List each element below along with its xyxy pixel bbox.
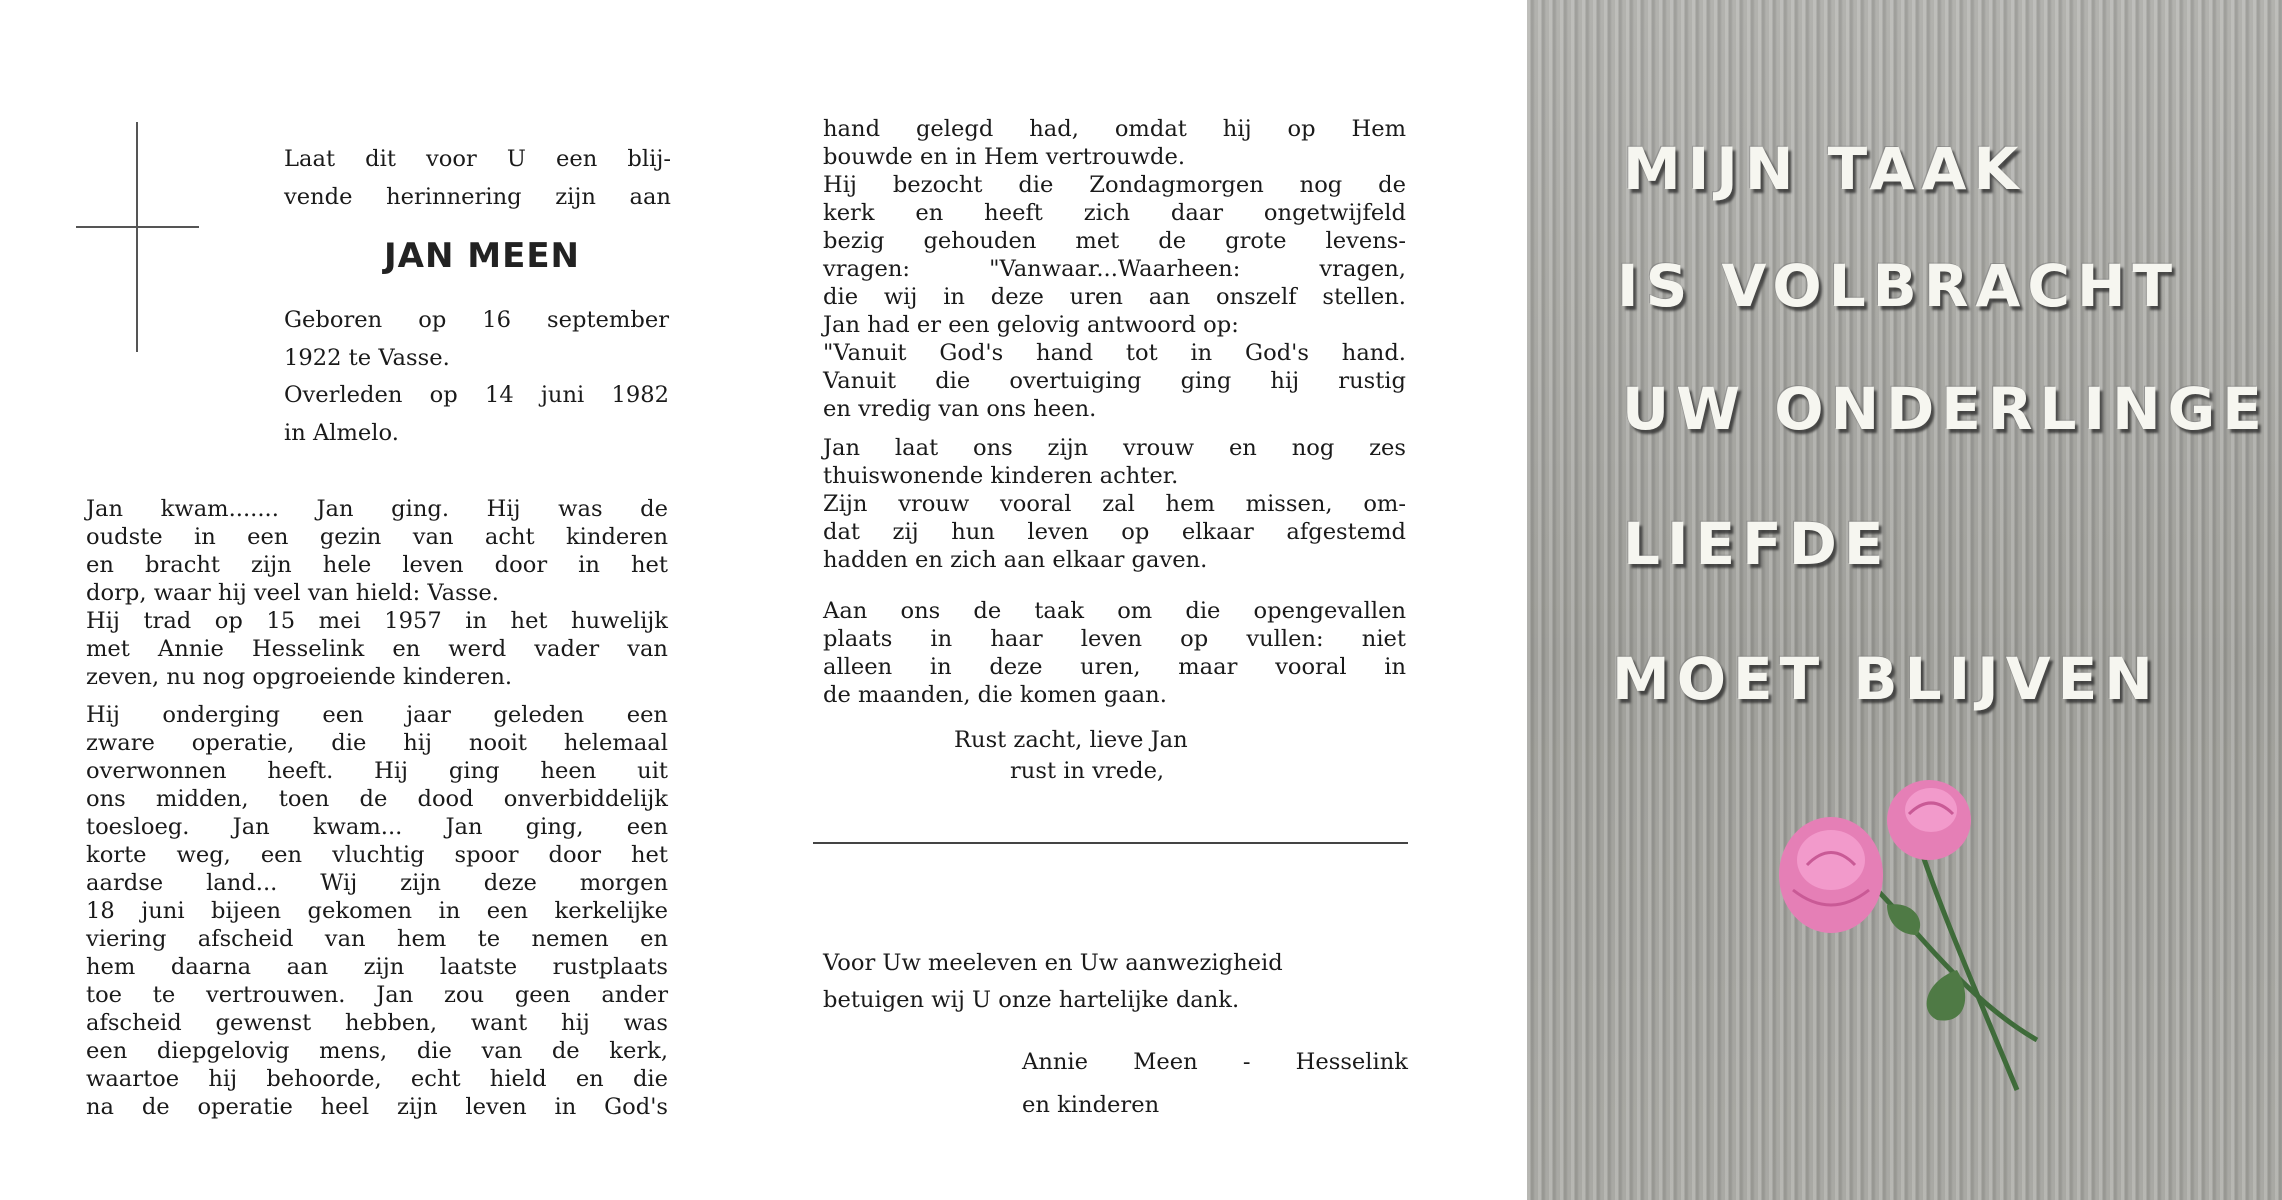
- rose-leaf: [1887, 904, 1920, 935]
- text-line: Hij bezocht die Zondagmorgen nog de: [823, 172, 1406, 198]
- text-line: zeven, nu nog opgroeiende kinderen.: [86, 664, 513, 690]
- signature: [1022, 1041, 1408, 1127]
- text-line: kerk en heeft zich daar ongetwijfeld: [823, 200, 1406, 226]
- text-line: en bracht zijn hele leven door in het: [86, 552, 668, 578]
- rest-in-peace: [940, 725, 1188, 787]
- cross-icon: [136, 122, 138, 352]
- intro-line: Laat dit voor U een blij-: [284, 146, 671, 172]
- text-line: hand gelegd had, omdat hij op Hem: [823, 116, 1406, 142]
- text-line: een diepgelovig mens, die van de kerk,: [86, 1038, 668, 1064]
- text-line: na de operatie heel zijn leven in God's: [86, 1094, 668, 1120]
- signature-line: Annie Meen - Hesselink: [1022, 1049, 1408, 1075]
- text-line: de maanden, die komen gaan.: [823, 682, 1167, 708]
- text-line: aardse land... Wij zijn deze morgen: [86, 870, 668, 896]
- slogan-line: MIJN TAAK: [1623, 135, 2026, 203]
- details-line: Overleden op 14 juni 1982: [284, 382, 669, 408]
- details-line: 1922 te Vasse.: [284, 344, 450, 371]
- text-line: met Annie Hesselink en werd vader van: [86, 636, 668, 662]
- slogan-line: UW ONDERLINGE: [1622, 375, 2269, 443]
- text-line: Jan had er een gelovig antwoord op:: [823, 312, 1239, 338]
- text-line: ons midden, toen de dood onverbiddelijk: [86, 786, 668, 812]
- thanks-line: Voor Uw meeleven en Uw aanwezigheid: [823, 950, 1283, 976]
- middle-paragraph-1: [823, 115, 1406, 423]
- thanks-line: betuigen wij U onze hartelijke dank.: [823, 987, 1240, 1013]
- text-line: Hij trad op 15 mei 1957 in het huwelijk: [86, 608, 668, 634]
- slogan-line: LIEFDE: [1623, 510, 1891, 578]
- intro-text: [284, 140, 671, 216]
- text-line: Jan kwam....... Jan ging. Hij was de: [86, 496, 668, 522]
- text-line: en vredig van ons heen.: [823, 396, 1097, 422]
- rose-petal: [1797, 830, 1865, 890]
- details-line: Geboren op 16 september: [284, 307, 669, 333]
- text-line: dat zij hun leven op elkaar afgestemd: [823, 519, 1406, 545]
- rose-stem: [1917, 838, 2017, 1090]
- rest-line: rust in vrede,: [1010, 758, 1165, 784]
- text-line: Vanuit die overtuiging ging hij rustig: [823, 368, 1406, 394]
- birth-death-details: [284, 302, 669, 452]
- text-line: oudste in een gezin van acht kinderen: [86, 524, 668, 550]
- text-line: thuiswonende kinderen achter.: [823, 463, 1179, 489]
- slogan-line: IS VOLBRACHT: [1617, 252, 2180, 320]
- rose-leaf: [1927, 970, 1966, 1021]
- text-line: Aan ons de taak om die opengevallen: [823, 598, 1406, 624]
- rest-line: Rust zacht, lieve Jan: [954, 727, 1188, 753]
- text-line: "Vanuit God's hand tot in God's hand.: [823, 340, 1406, 366]
- left-paragraph-2: [86, 701, 668, 1121]
- roses-illustration: [1727, 770, 2087, 1110]
- details-line: in Almelo.: [284, 419, 399, 446]
- text-line: vragen: "Vanwaar...Waarheen: vragen,: [823, 256, 1406, 282]
- text-line: Hij onderging een jaar geleden een: [86, 702, 668, 728]
- text-line: Jan laat ons zijn vrouw en nog zes: [823, 435, 1406, 461]
- text-line: alleen in deze uren, maar vooral in: [823, 654, 1406, 680]
- text-line: overwonnen heeft. Hij ging heen uit: [86, 758, 668, 784]
- text-line: viering afscheid van hem te nemen en: [86, 926, 668, 952]
- divider: [813, 842, 1408, 844]
- text-line: korte weg, een vluchtig spoor door het: [86, 842, 668, 868]
- text-line: die wij in deze uren aan onszelf stellen.: [823, 284, 1406, 310]
- text-line: hem daarna aan zijn laatste rustplaats: [86, 954, 668, 980]
- slogan-line: MOET BLIJVEN: [1612, 645, 2160, 713]
- middle-paragraph-3: [823, 597, 1406, 709]
- text-line: bouwde en in Hem vertrouwde.: [823, 144, 1186, 170]
- text-line: waartoe hij behoorde, echt hield en die: [86, 1066, 668, 1092]
- text-line: bezig gehouden met de grote levens-: [823, 228, 1406, 254]
- middle-paragraph-2: [823, 434, 1406, 574]
- thanks-text: [823, 945, 1283, 1019]
- text-line: hadden en zich aan elkaar gaven.: [823, 547, 1208, 573]
- signature-line: en kinderen: [1022, 1092, 1160, 1118]
- text-line: zware operatie, die hij nooit helemaal: [86, 730, 668, 756]
- text-line: dorp, waar hij veel van hield: Vasse.: [86, 580, 499, 606]
- text-line: plaats in haar leven op vullen: niet: [823, 626, 1406, 652]
- left-paragraph-1: [86, 495, 668, 691]
- text-line: toe te vertrouwen. Jan zou geen ander: [86, 982, 668, 1008]
- cross-icon-bar: [76, 226, 199, 228]
- text-line: toesloeg. Jan kwam... Jan ging, een: [86, 814, 668, 840]
- text-line: Zijn vrouw vooral zal hem missen, om-: [823, 491, 1406, 517]
- deceased-name: JAN MEEN: [384, 236, 580, 276]
- text-line: afscheid gewenst hebben, want hij was: [86, 1010, 668, 1036]
- text-line: 18 juni bijeen gekomen in een kerkelijke: [86, 898, 668, 924]
- intro-line: vende herinnering zijn aan: [284, 184, 671, 210]
